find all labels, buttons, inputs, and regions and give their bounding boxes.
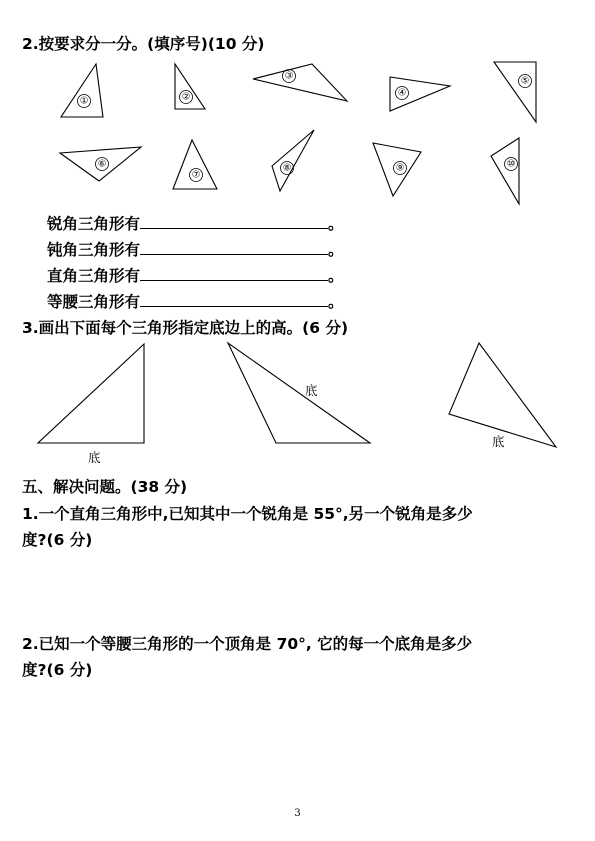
triangle-8 [272, 130, 314, 191]
fill-line-obtuse [47, 239, 344, 260]
triangle-7 [173, 140, 217, 189]
triangle-1 [61, 64, 103, 117]
fill-line-obtuse-label: 钝角三角形有 [47, 241, 141, 259]
base-label-1: 底 [88, 450, 101, 465]
fill-line-right-end: 。 [328, 267, 344, 285]
base-label-3: 底 [492, 434, 505, 449]
fill-line-right-label: 直角三角形有 [47, 267, 141, 285]
answer-blank-right[interactable] [140, 265, 328, 281]
triangle-3-label: ③ [284, 70, 294, 82]
section-2-title: 2.按要求分一分。(填序号)(10 分) [22, 35, 265, 53]
triangle-10 [491, 138, 519, 204]
question-1-line-2: 度?(6 分) [22, 531, 93, 549]
triangle-7-label: ⑦ [191, 169, 201, 181]
page-number: 3 [294, 808, 301, 819]
question-1-line-1: 1.一个直角三角形中,已知其中一个锐角是 55°,另一个锐角是多少 [22, 505, 473, 523]
triangle-2 [175, 64, 205, 109]
triangle-3 [253, 64, 347, 101]
triangle-2-label: ② [181, 91, 191, 103]
triangle-9 [373, 143, 421, 196]
triangle-5 [494, 62, 536, 122]
fill-line-isosceles-label: 等腰三角形有 [47, 293, 141, 311]
fill-line-isosceles-end: 。 [328, 293, 344, 311]
fill-line-right [47, 265, 344, 286]
fill-line-isosceles [47, 291, 344, 312]
triangle-5-label: ⑤ [520, 75, 530, 87]
triangle-1-label: ① [79, 95, 89, 107]
triangle-10-label: ⑩ [506, 158, 516, 170]
question-2-line-2: 度?(6 分) [22, 661, 93, 679]
answer-blank-isosceles[interactable] [140, 291, 328, 307]
height-triangle-3 [449, 343, 556, 449]
answer-blank-acute[interactable] [140, 213, 328, 229]
triangle-6-label: ⑥ [97, 158, 107, 170]
triangle-4-label: ④ [397, 87, 407, 99]
height-triangle-1 [38, 344, 144, 465]
question-2-line-1: 2.已知一个等腰三角形的一个顶角是 70°, 它的每一个底角是多少 [22, 635, 473, 653]
section-5-title: 五、解决问题。(38 分) [22, 478, 188, 496]
section-3-title: 3.画出下面每个三角形指定底边上的高。(6 分) [22, 319, 349, 337]
fill-line-acute [47, 213, 344, 234]
height-triangle-2 [228, 343, 370, 443]
triangle-8-label: ⑧ [282, 162, 292, 174]
base-label-2: 底 [305, 383, 318, 398]
fill-line-obtuse-end: 。 [328, 241, 344, 259]
triangle-9-label: ⑨ [395, 162, 405, 174]
fill-line-acute-end: 。 [328, 215, 344, 233]
fill-line-acute-label: 锐角三角形有 [47, 215, 141, 233]
answer-blank-obtuse[interactable] [140, 239, 328, 255]
triangle-6 [60, 147, 141, 181]
triangle-4 [390, 77, 450, 111]
